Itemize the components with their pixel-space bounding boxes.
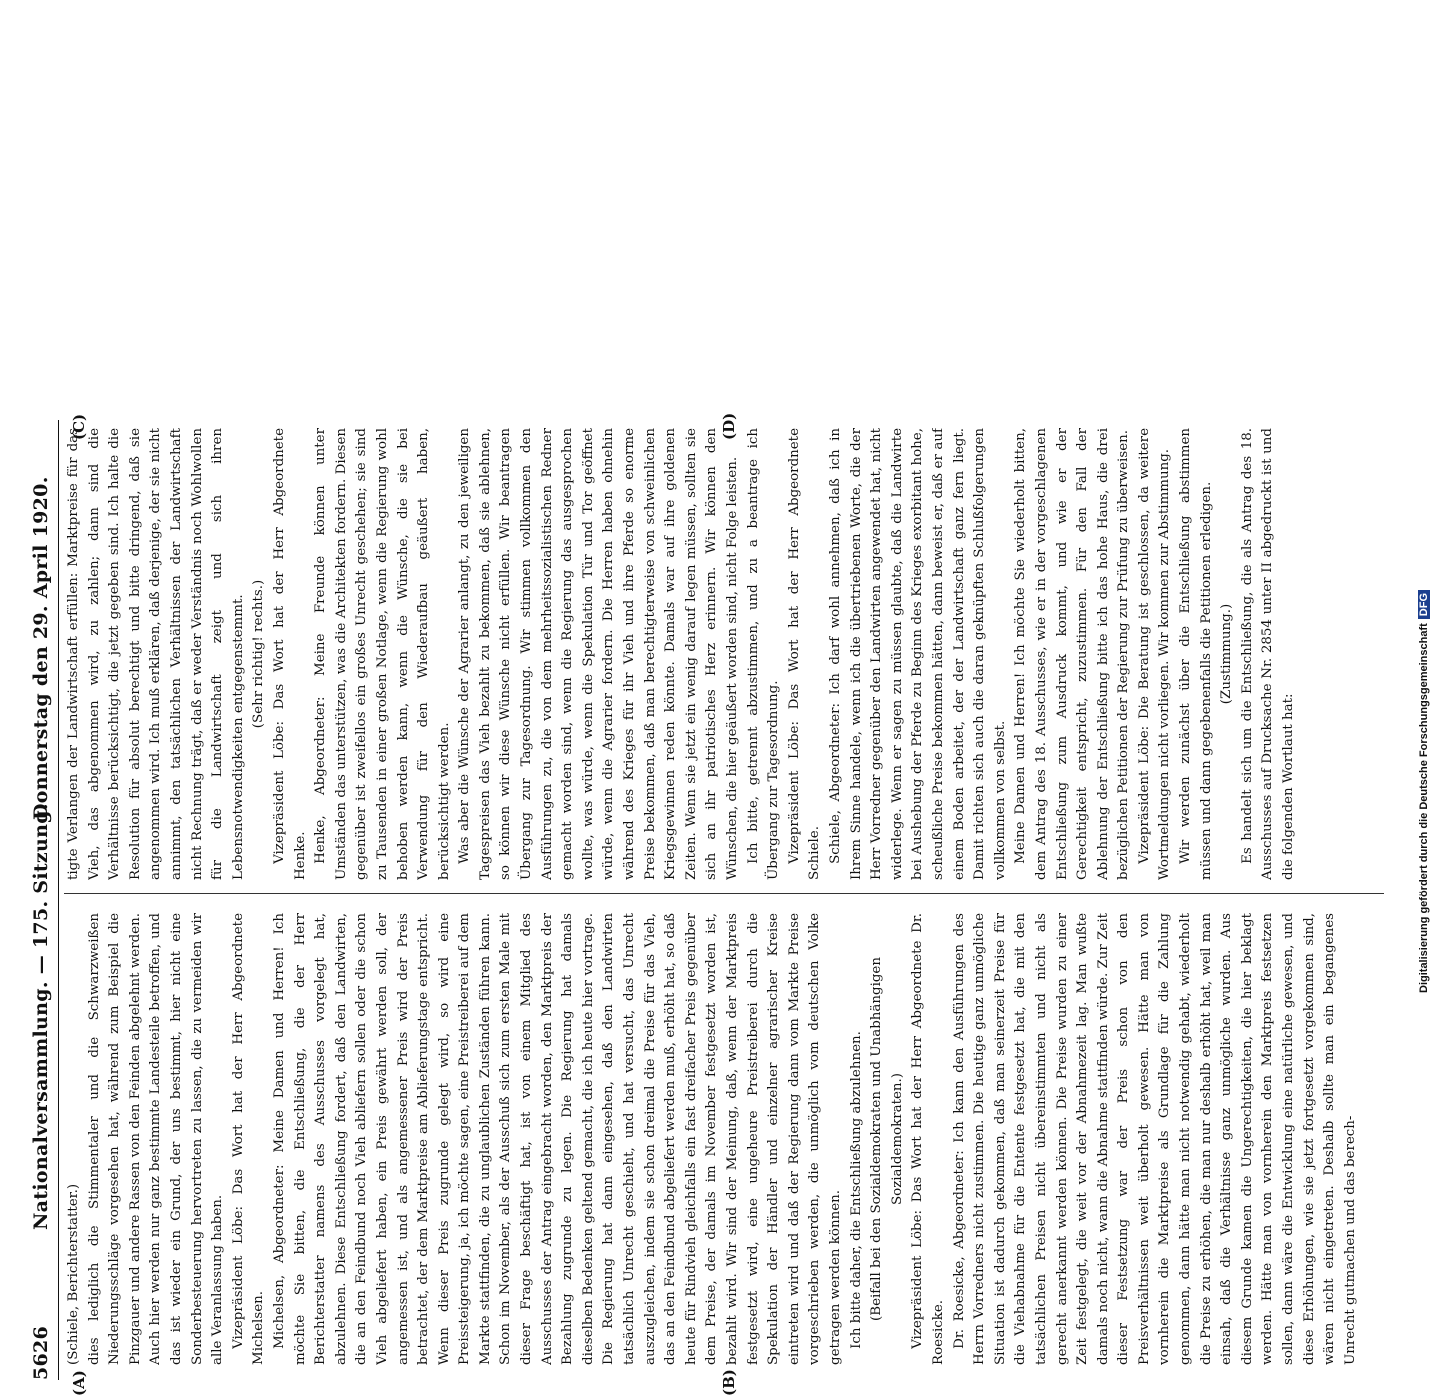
applause-note: (Beifall bei den Sozialdemokraten und Unabhängigen Sozialdemokraten.): [869, 957, 905, 1321]
paragraph: Ich bitte daher, die Entschließung abzulehnen.: [848, 1031, 864, 1349]
margin-mark-a: (A): [70, 1370, 88, 1396]
rotated-document-page: [0, 400, 1400, 1400]
paragraph: Meine Damen und Herren! Ich möchte Sie wiederholt bitten, dem Antrag des 18. Ausschusses, wie er in der vorgeschlagenen Entschließung zum Ausdruck kommt, und wie er der Gerechtigkeit entspricht, zuzustimmen. Für den Fall der Ablehnung der Entschließung bitte ich das hohe Haus, die drei bezüglichen Petitionen der Regierung zur Prüfung zu überweisen.: [1013, 428, 1132, 880]
left-text-column: [64, 913, 1384, 1365]
paragraph: Schiele, Abgeordneter: Ich darf wohl annehmen, daß ich in Ihrem Sinne handele, wenn ich die übertriebenen Worte, die der Herr Vorredner gegenüber den Landwirten angewendet hat, nicht widerlege. Wenn er sagen zu müssen glaubte, daß die Landwirte bei Aushebung der Pferde zu Beginn des Krieges exorbitant hohe, scheußliche Preise bekommen hätten, dann beweist er, daß er auf einem Boden arbeitet, der der Landwirtschaft ganz fern liegt. Damit richten sich auch die daran geknüpften Schlußfolgerungen vollkommen von selbst.: [827, 428, 1008, 880]
paragraph: Henke, Abgeordneter: Meine Freunde können unter Umständen das unterstützen, was die Architekten fordern. Diesen gegenüber ist zweifellos ein großes Unrecht geschehen; sie sind zu Tausenden in einer großen Notlage, wenn die Regierung wohl behoben werden kann, wenn die Wünsche, die sie bei Verwendung für den Wiederaufbau geäußert haben, berücksichtigt werden.: [313, 428, 452, 880]
paragraph: Was aber die Wünsche der Agrarier anlangt, zu den jeweiligen Tagespreisen das Vieh bezahlt zu bekommen, daß sie ablehnen, so können wir diese Wünsche nicht erfüllen. Wir beantragen Übergang zur Tagesordnung. Wir stimmen vollkommen den Ausführungen zu, die von dem mehrheitssozialistischen Redner gemacht worden sind, wenn die Regierung das ausgesprochen wollte, was würde, wenn die Spekulation Tür und Tor geöffnet würde, wenn die Agrarier fordern. Die Herren haben ohnehin während des Krieges für ihr Vieh und ihre Pferde so enorme Preise bekommen, daß man berechtigterweise von schweinlichen Kriegsgewinnen reden könnte. Damals war auf ihre goldenen Zeiten. Wenn sie jetzt ein wenig darauf legen müssen, sollten sie sich an ihr patriotisches Herz erinnern. Wir können den Wünschen, die hier geäußert worden sind, nicht Folge leisten.: [457, 428, 740, 880]
paragraph: tigte Verlangen der Landwirtschaft erfüllen: Marktpreise für das Vieh, das abgenommen wird, zu zahlen; dann sind die Verhältnisse berücksichtigt, die jetzt gegeben sind. Ich halte die Resolution für absolut berechtigt und bitte dringend, daß sie angenommen wird. Ich muß erklären, daß derjenige, der sie nicht annimmt, den tatsächlichen Verhältnissen der Landwirtschaft nicht Rechnung trägt, daß er weder Verständnis noch Wohlwollen für die Landwirtschaft zeigt und sich ihren Lebensnotwendigkeiten entgegenstemmt.: [66, 428, 246, 880]
page-header: [30, 420, 56, 1380]
paragraph: dies lediglich die Stimmentaler und die Schwarzweißen Niederungsschläge vorgesehen hat, während zum Beispiel die Pinzgauer und andere Rassen von den Feinden abgelehnt werden. Auch hier werden nur ganz bestimmte Landesteile betroffen, und das ist wieder ein Grund, der uns bestimmt, hier nicht eine Sonderbesteuerung hervortreten zu lassen, die zu vermeiden wir alle Veranlassung haben.: [86, 913, 226, 1365]
digitization-credit: Digitalisierung gefördert durch die Deutsche Forschungsgemeinschaft: [1418, 623, 1430, 993]
paragraph: Michelsen, Abgeordneter: Meine Damen und Herren! Ich möchte Sie bitten, die Entschließung, die der Herr Berichterstatter namens des Ausschusses vorgelegt hat, abzulehnen. Diese Entschließung fordert, daß den Landwirten, die an den Feindbund noch Vieh abliefern sollen oder die schon Vieh abgeliefert haben, ein Preis gewährt werden soll, der angemessen ist, und als angemessener Preis wird der Preis betrachtet, der dem Marktpreise am Ablieferungstage entspricht. Wenn dieser Preis zugrunde gelegt wird, so wird eine Preissteigerung, ja, ich möchte sagen, eine Preistreiberei auf dem Markte stattfinden, die zu unglaublichen Zuständen führen kann. Schon im November, als der Ausschuß sich zum ersten Male mit dieser Frage beschäftigt hat, ist von einem Mitglied des Ausschusses der Antrag eingebracht worden, den Marktpreis der Bezahlung zugrunde zu legen. Die Regierung hat damals dieselben Bedenken geltend gemacht, die ich heute hier vortrage. Die Regierung hat dann eingesehen, daß den Landwirten tatsächlich Unrecht geschieht, und hat versucht, das Unrecht auszugleichen, indem sie schon dreimal die Preise für das Vieh, das an den Feindbund abgeliefert werden muß, erhöht hat, so daß heute für Rindvieh gleichfalls ein fast dreifacher Preis gegenüber dem Preise, der damals im November festgesetzt worden ist, bezahlt wird. Wir sind der Meinung, daß, wenn der Marktpreis festgesetzt wird, eine ungeheure Preistreiberei durch die Spekulation der Händler und einzelner agrarischer Kreise eintreten wird und daß der Regierung dann vom Markte Preise vorgeschrieben werden, die unmöglich vom deutschen Volke getragen werden können.: [271, 913, 843, 1365]
margin-mark-d: (D): [720, 412, 738, 440]
approval-note: (Zustimmung.): [1219, 603, 1235, 705]
header-rule: [58, 420, 59, 1380]
assembly-session-title: Nationalversammlung. — 175. Sitzung.: [30, 803, 52, 1230]
paragraph: Dr. Roesicke, Abgeordneter: Ich kann den Ausführungen des Herrn Vorredners nicht zustimmen. Die heutige ganz unmögliche Situation ist dadurch gekommen, daß man seinerzeit Preise für die Viehabnahme für die Entente festgesetzt hat, die mit den tatsächlichen Preisen nicht übereinstimmten und nicht als gerecht anerkannt werden können. Die Preise wurden zu einer Zeit festgelegt, die weit vor der Abnahmezeit lag. Man wußte damals noch nicht, wann die Abnahme stattfinden würde. Zur Zeit dieser Festsetzung war der Preis schon von den Preisverhältnissen weit überholt gewesen. Hätte man von vornherein die Marktpreise als Grundlage für die Zahlung genommen, dann hätte man nicht notwendig gehabt, wiederholt die Preise zu erhöhen, die man nur deshalb erhöht hat, weil man einsah, daß die Verhältnisse ganz unmögliche wurden. Aus diesem Grunde kamen die Ungerechtigkeiten, die hier beklagt werden. Hätte man von vornherein den Marktpreis festsetzen sollen, dann wäre die Entwicklung eine natürliche gewesen, und diese Erhöhungen, wie sie jetzt fortgesetzt vorgekommen sind, wären nicht eingetreten. Deshalb sollte man ein begangenes Unrecht gutmachen und das berech-: [951, 913, 1358, 1365]
speaker-continuation: (Schiele, Berichterstatter.): [66, 1183, 81, 1365]
paragraph: Wir werden zunächst über die Entschließung abstimmen müssen und dann gegebenenfalls die Petitionen erledigen.: [1178, 428, 1214, 880]
margin-mark-b: (B): [720, 1369, 738, 1396]
paragraph: Vizepräsident Löbe: Die Beratung ist geschlossen, da weitere Wortmeldungen nicht vorliegen. Wir kommen zur Abstimmung.: [1136, 428, 1173, 880]
paragraph: Vizepräsident Löbe: Das Wort hat der Herr Abgeordnete Dr. Roesicke.: [910, 913, 946, 1365]
right-text-column: [64, 428, 1384, 880]
paragraph: Es handelt sich um die Entschließung, die als Antrag des 18. Ausschusses auf Drucksache Nr. 2854 unter II abgedruckt ist und die folgenden Wortlaut hat:: [1239, 428, 1297, 880]
page-number: 5626: [30, 1325, 52, 1380]
dfg-logo: DFG: [1418, 590, 1430, 619]
paragraph: Vizepräsident Löbe: Das Wort hat der Herr Abgeordnete Schiele.: [786, 428, 823, 880]
paragraph: Vizepräsident Löbe: Das Wort hat der Herr Abgeordnete Michelsen.: [230, 913, 267, 1365]
paragraph: Vizepräsident Löbe: Das Wort hat der Herr Abgeordnete Henke.: [271, 428, 308, 880]
digitization-credit-strip: [1415, 8, 1433, 993]
margin-mark-c: (C): [70, 413, 88, 440]
paragraph: Ich bitte, getrennt abzustimmen, und zu a beantrage ich Übergang zur Tagesordnung.: [745, 428, 782, 880]
session-date: Donnerstag den 29. April 1920.: [30, 476, 52, 820]
column-divider: [64, 893, 1384, 894]
interjection-note: (Sehr richtig! rechts.): [251, 579, 267, 729]
